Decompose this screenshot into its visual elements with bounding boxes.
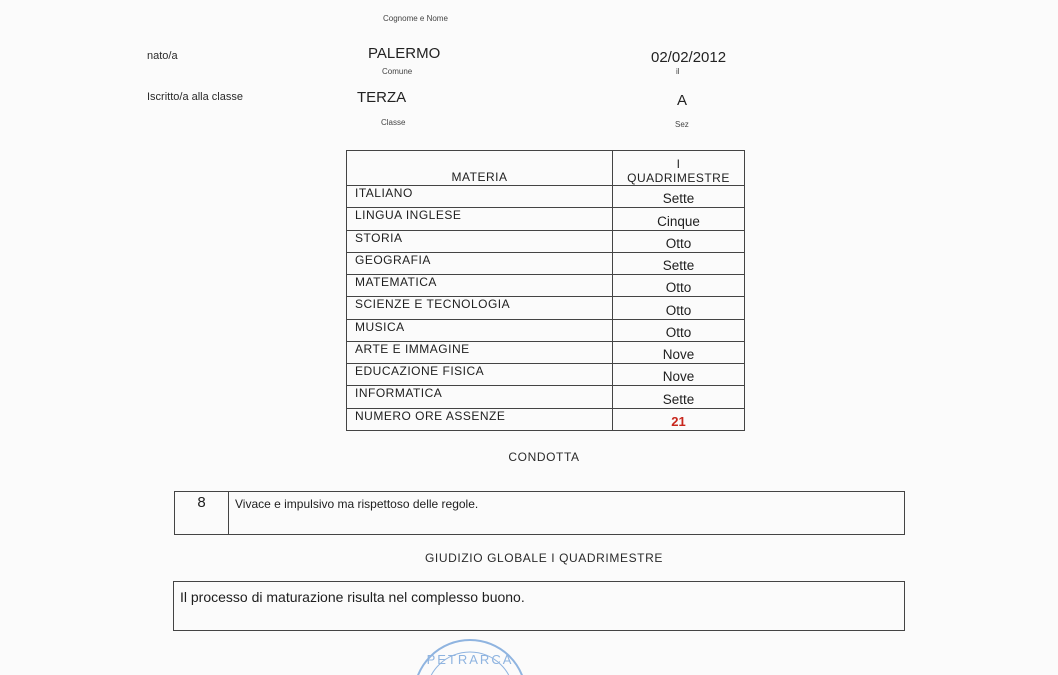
grade-cell: Otto bbox=[613, 230, 745, 252]
table-row bbox=[347, 386, 745, 408]
judgment-title: GIUDIZIO GLOBALE I QUADRIMESTRE bbox=[425, 551, 663, 565]
subject-cell: ARTE E IMMAGINE bbox=[347, 341, 613, 363]
absences-label-cell: NUMERO ORE ASSENZE bbox=[347, 408, 613, 430]
table-row bbox=[347, 364, 745, 386]
absences-value-cell: 21 bbox=[613, 408, 745, 430]
subject-cell: MUSICA bbox=[347, 319, 613, 341]
birth-date-caption: il bbox=[676, 67, 680, 76]
column-header-term bbox=[613, 151, 745, 186]
table-row bbox=[347, 275, 745, 297]
class-value: TERZA bbox=[357, 89, 407, 106]
table-row bbox=[347, 230, 745, 252]
table-row bbox=[347, 297, 745, 319]
stamp-text: PETRARCA bbox=[426, 652, 514, 667]
birth-date: 02/02/2012 bbox=[651, 49, 727, 66]
table-row bbox=[347, 252, 745, 274]
column-header-term-number: I bbox=[676, 157, 681, 171]
table-row bbox=[347, 341, 745, 363]
class-caption: Classe bbox=[381, 118, 406, 127]
subject-cell: MATEMATICA bbox=[347, 275, 613, 297]
section-value: A bbox=[677, 92, 688, 109]
table-row bbox=[347, 186, 745, 208]
grade-cell: Sette bbox=[613, 186, 745, 208]
subject-cell: INFORMATICA bbox=[347, 386, 613, 408]
school-stamp bbox=[400, 638, 550, 675]
birth-place: PALERMO bbox=[368, 45, 441, 62]
subject-cell: EDUCAZIONE FISICA bbox=[347, 364, 613, 386]
grade-cell: Otto bbox=[613, 319, 745, 341]
conduct-title: CONDOTTA bbox=[508, 450, 580, 464]
absences-row bbox=[347, 408, 745, 430]
conduct-text: Vivace e impulsivo ma rispettoso delle regole. bbox=[235, 497, 479, 511]
name-caption: Cognome e Nome bbox=[383, 14, 448, 23]
grade-cell: Nove bbox=[613, 364, 745, 386]
birth-place-caption: Comune bbox=[382, 67, 413, 76]
table-row bbox=[347, 208, 745, 230]
grades-table bbox=[346, 150, 745, 431]
table-header-row bbox=[347, 151, 745, 186]
subject-cell: LINGUA INGLESE bbox=[347, 208, 613, 230]
subject-cell: GEOGRAFIA bbox=[347, 252, 613, 274]
conduct-box bbox=[174, 491, 905, 535]
subject-cell: SCIENZE E TECNOLOGIA bbox=[347, 297, 613, 319]
grade-cell: Cinque bbox=[613, 208, 745, 230]
grade-cell: Nove bbox=[613, 341, 745, 363]
section-caption: Sez bbox=[675, 120, 689, 129]
grade-cell: Sette bbox=[613, 386, 745, 408]
conduct-score: 8 bbox=[175, 492, 229, 534]
column-header-term-label: QUADRIMESTRE bbox=[627, 171, 730, 185]
grade-cell: Otto bbox=[613, 275, 745, 297]
grade-cell: Sette bbox=[613, 252, 745, 274]
grade-cell: Otto bbox=[613, 297, 745, 319]
column-header-subject: MATERIA bbox=[347, 151, 613, 186]
birth-label: nato/a bbox=[147, 50, 178, 62]
class-label: Iscritto/a alla classe bbox=[147, 91, 243, 103]
judgment-box bbox=[173, 581, 905, 631]
subject-cell: ITALIANO bbox=[347, 186, 613, 208]
subject-cell: STORIA bbox=[347, 230, 613, 252]
table-row bbox=[347, 319, 745, 341]
judgment-text: Il processo di maturazione risulta nel complesso buono. bbox=[180, 589, 525, 605]
